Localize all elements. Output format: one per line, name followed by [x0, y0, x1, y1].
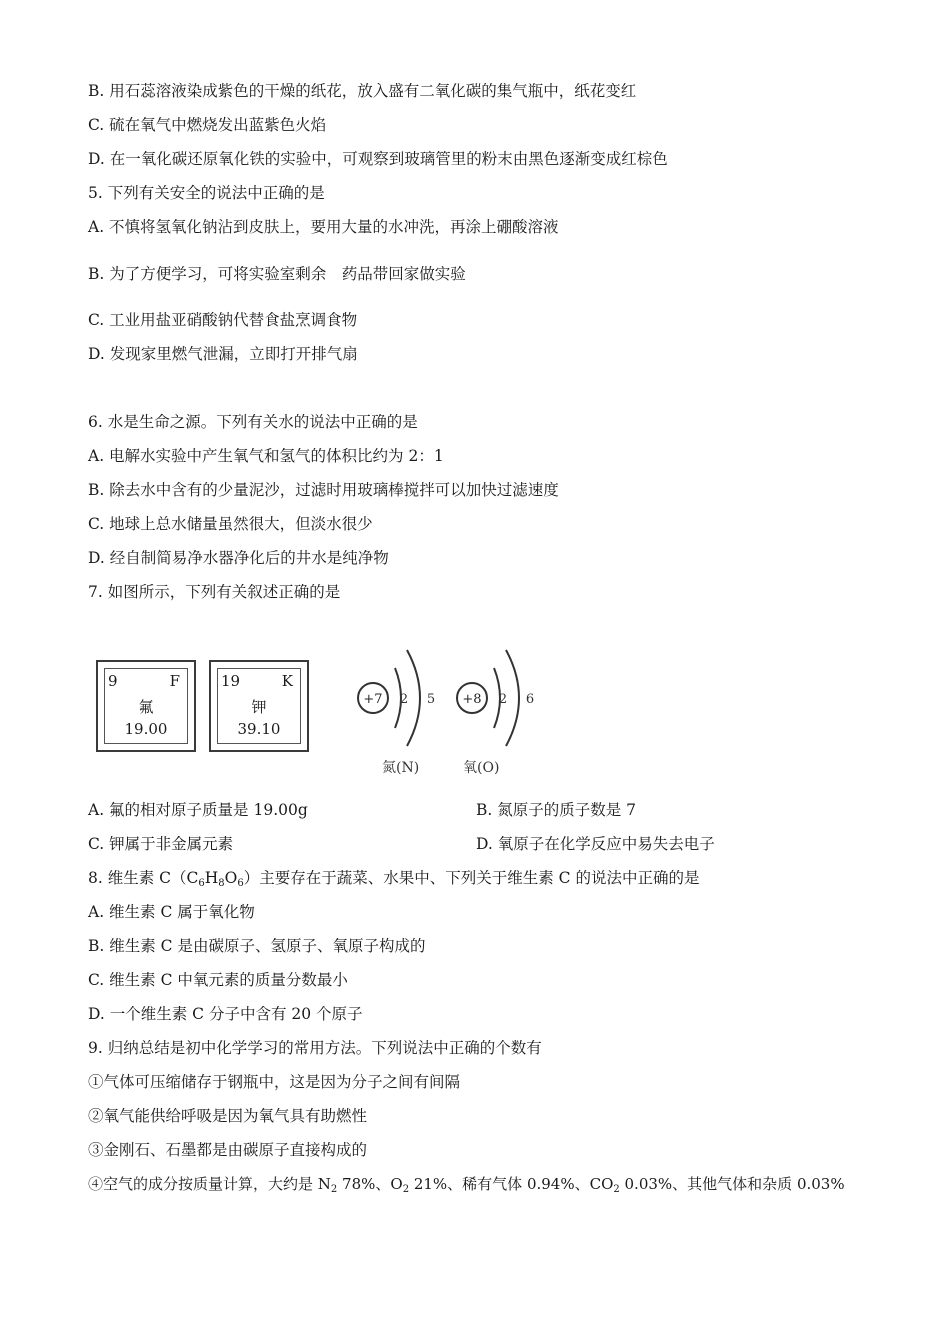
- nitrogen-nucleus-charge: +7: [363, 692, 383, 707]
- q7-option-c: C. 钾属于非金属元素: [88, 835, 234, 853]
- q8-stem: [88, 868, 699, 888]
- q4-option-b: B. 用石蕊溶液染成紫色的干燥的纸花，放入盛有二氧化碳的集气瓶中，纸花变红: [88, 82, 637, 100]
- element-name: 钾: [251, 698, 267, 716]
- oxygen-nucleus-charge: +8: [462, 692, 482, 707]
- q8-option-b: B. 维生素 C 是由碳原子、氢原子、氧原子构成的: [88, 937, 426, 955]
- q5-option-c: C. 工业用盐亚硝酸钠代替食盐烹调食物: [88, 311, 358, 329]
- formula-subscript: 2: [613, 1184, 620, 1195]
- formula-subscript: 6: [198, 878, 205, 889]
- q5-stem: 5. 下列有关安全的说法中正确的是: [88, 184, 325, 202]
- formula-subscript: 2: [330, 1184, 338, 1195]
- statement-text: 78%、O: [337, 1175, 403, 1193]
- q7-option-b: B. 氮原子的质子数是 7: [476, 801, 637, 819]
- formula-oxygen: O: [224, 869, 238, 887]
- q8-stem-suffix: ）主要存在于蔬菜、水果中、下列关于维生素 C 的说法中正确的是: [243, 869, 700, 887]
- q7-option-d: D. 氧原子在化学反应中易失去电子: [476, 835, 715, 853]
- statement-text: 21%、稀有气体 0.94%、CO: [409, 1175, 614, 1193]
- q6-option-d: D. 经自制简易净水器净化后的井水是纯净物: [88, 549, 389, 567]
- element-symbol: F: [169, 672, 180, 690]
- q6-option-a: A. 电解水实验中产生氧气和氢气的体积比约为 2：1: [88, 447, 444, 465]
- q5-option-a: A. 不慎将氢氧化钠沾到皮肤上，要用大量的水冲洗，再涂上硼酸溶液: [88, 218, 559, 236]
- q8-option-c: C. 维生素 C 中氧元素的质量分数最小: [88, 971, 348, 989]
- nitrogen-label: 氮(N): [382, 760, 420, 776]
- oxygen-label: 氧(O): [463, 760, 500, 776]
- nitrogen-shell-2-count: 5: [426, 692, 436, 707]
- q8-option-d: D. 一个维生素 C 分子中含有 20 个原子: [88, 1005, 363, 1023]
- q9-statement-2: ②氧气能供给呼吸是因为氧气具有助燃性: [88, 1107, 368, 1125]
- nitrogen-shell-2: [407, 650, 420, 746]
- q6-stem: 6. 水是生命之源。下列有关水的说法中正确的是: [88, 413, 418, 431]
- nitrogen-shell-1-count: 2: [399, 692, 409, 707]
- q9-statement-3: ③金刚石、石墨都是由碳原子直接构成的: [88, 1141, 368, 1159]
- element-symbol: K: [281, 672, 293, 690]
- formula-subscript: 8: [218, 878, 225, 889]
- atomic-mass: 19.00: [124, 720, 168, 738]
- q6-option-b: B. 除去水中含有的少量泥沙，过滤时用玻璃棒搅拌可以加快过滤速度: [88, 481, 559, 499]
- atomic-number: 9: [108, 672, 118, 690]
- q8-stem-prefix: 8. 维生素 C（C: [88, 869, 199, 887]
- oxygen-shell-2-count: 6: [525, 692, 535, 707]
- statement-text: 0.03%、其他气体和杂质 0.03%: [619, 1175, 845, 1193]
- atomic-number: 19: [221, 672, 241, 690]
- q7-option-a: A. 氟的相对原子质量是 19.00g: [88, 801, 308, 819]
- oxygen-shell-2: [506, 650, 519, 746]
- q4-option-c: C. 硫在氧气中燃烧发出蓝紫色火焰: [88, 116, 327, 134]
- q6-option-c: C. 地球上总水储量虽然很大，但淡水很少: [88, 515, 373, 533]
- formula-subscript: 2: [402, 1184, 410, 1195]
- element-tile-potassium: [209, 660, 309, 752]
- oxygen-shell-1-count: 2: [498, 692, 508, 707]
- q7-stem: 7. 如图所示，下列有关叙述正确的是: [88, 583, 341, 601]
- q5-option-b: B. 为了方便学习，可将实验室剩余 药品带回家做实验: [88, 265, 466, 283]
- q9-stem: 9. 归纳总结是初中化学学习的常用方法。下列说法中正确的个数有: [88, 1039, 542, 1057]
- atomic-structure-diagrams: [345, 640, 565, 755]
- element-name: 氟: [138, 698, 154, 716]
- atomic-mass: 39.10: [237, 720, 281, 738]
- q8-option-a: A. 维生素 C 属于氧化物: [88, 903, 255, 921]
- q9-statement-4: [88, 1174, 845, 1194]
- element-tile-fluorine: [96, 660, 196, 752]
- formula-subscript: 6: [237, 878, 244, 889]
- formula-hydrogen: H: [204, 869, 219, 887]
- q5-option-d: D. 发现家里燃气泄漏，立即打开排气扇: [88, 345, 358, 363]
- q4-option-d: D. 在一氧化碳还原氧化铁的实验中，可观察到玻璃管里的粉末由黑色逐渐变成红棕色: [88, 150, 668, 168]
- q9-statement-1: ①气体可压缩储存于钢瓶中，这是因为分子之间有间隔: [88, 1073, 461, 1091]
- statement-text: ④空气的成分按质量计算，大约是 N: [88, 1175, 331, 1193]
